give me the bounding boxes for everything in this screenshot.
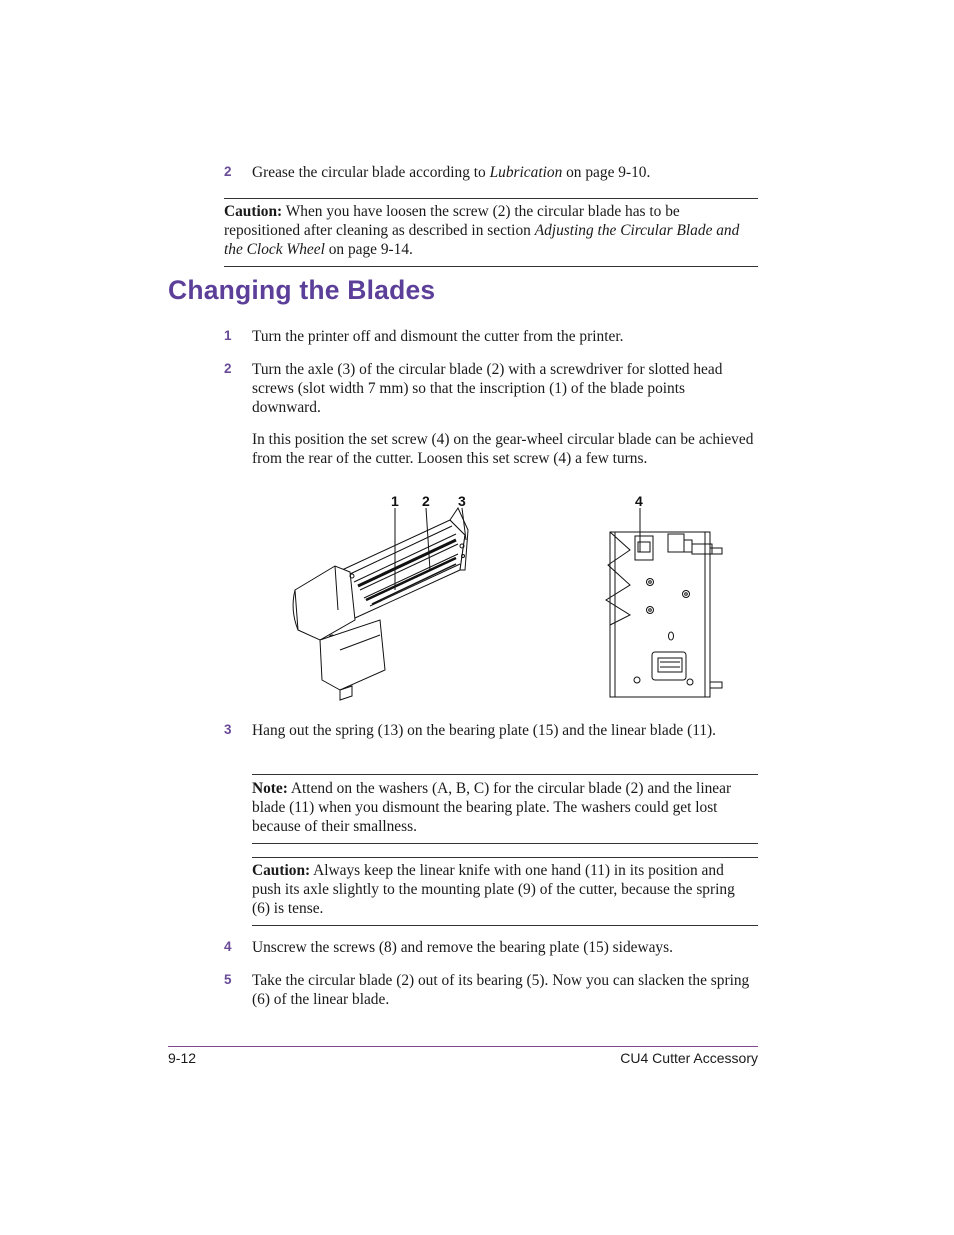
step-text: Turn the printer off and dismount the cutter from the printer. <box>252 328 624 345</box>
step-number: 3 <box>224 722 232 737</box>
step-text: Unscrew the screws (8) and remove the bearing plate (15) sideways. <box>252 939 673 956</box>
figure-label-2: 2 <box>422 493 430 509</box>
step-number: 4 <box>224 939 232 954</box>
step-text: Take the circular blade (2) out of its bearing (5). Now you can slacken the spring (6) of the linear blade. <box>252 972 750 1008</box>
step-number: 1 <box>224 328 232 343</box>
step-text: Hang out the spring (13) on the bearing plate (15) and the linear blade (11). <box>252 722 716 739</box>
figure-label-4: 4 <box>635 493 643 509</box>
footer-rule <box>168 1046 758 1047</box>
intro-step-link-lubrication: Lubrication <box>489 164 563 181</box>
caution2-bottom-rule <box>252 925 758 926</box>
caution-top-rule <box>224 198 758 199</box>
note-bottom-rule <box>252 843 758 844</box>
caution2-top-rule <box>252 857 758 858</box>
footer-page-number: 9-12 <box>168 1050 197 1066</box>
caution-bottom-rule <box>224 266 758 267</box>
figure-label-1: 1 <box>391 493 399 509</box>
step-note-text: In this position the set screw (4) on the gear-wheel circular blade can be achieved from the rear of the cutter. Loosen this set screw (4) a few turns. <box>252 431 754 467</box>
caution-box <box>224 202 758 259</box>
intro-step-text-after: on page 9-10. <box>562 164 651 181</box>
step-number: 2 <box>224 361 232 376</box>
caution-label: Caution: <box>224 203 283 220</box>
intro-step-text-before: Grease the circular blade according to <box>252 164 490 181</box>
note-text: Attend on the washers (A, B, C) for the circular blade (2) and the linear blade (11) when you dismount the bearing plate. The washers could get lost because of their smallness. <box>252 780 732 835</box>
caution-text-after: on page 9-14. <box>324 241 413 258</box>
figure-label-3: 3 <box>458 493 466 509</box>
section-heading: Changing the Blades <box>168 275 436 305</box>
step-number: 5 <box>224 972 232 987</box>
caution-section-ref: Adjusting the Circular Blade and the Clock Wheel <box>224 222 740 258</box>
note-label: Note: <box>252 780 288 797</box>
intro-step-text <box>252 163 758 182</box>
note-box <box>252 779 752 836</box>
footer-title: CU4 Cutter Accessory <box>620 1050 758 1066</box>
cutter-assembly-illustration <box>293 508 468 700</box>
step-number: 2 <box>224 164 232 179</box>
caution2-text: Always keep the linear knife with one hand (11) in its position and push its axle slightly to the mounting plate (9) of the cutter, because the spring (6) is tense. <box>252 862 735 917</box>
caution-text-before: When you have loosen the screw (2) the circular blade has to be repositioned after cleaning as described in section <box>224 203 680 239</box>
cutter-figure <box>280 490 730 705</box>
note-top-rule <box>252 774 758 775</box>
step-text: Turn the axle (3) of the circular blade (2) with a screwdriver for slotted head screws (slot width 7 mm) so that the inscription (1) of the blade points downward. <box>252 361 723 416</box>
rear-plate-illustration <box>606 508 722 697</box>
caution2-box <box>252 861 756 918</box>
caution2-label: Caution: <box>252 862 311 879</box>
